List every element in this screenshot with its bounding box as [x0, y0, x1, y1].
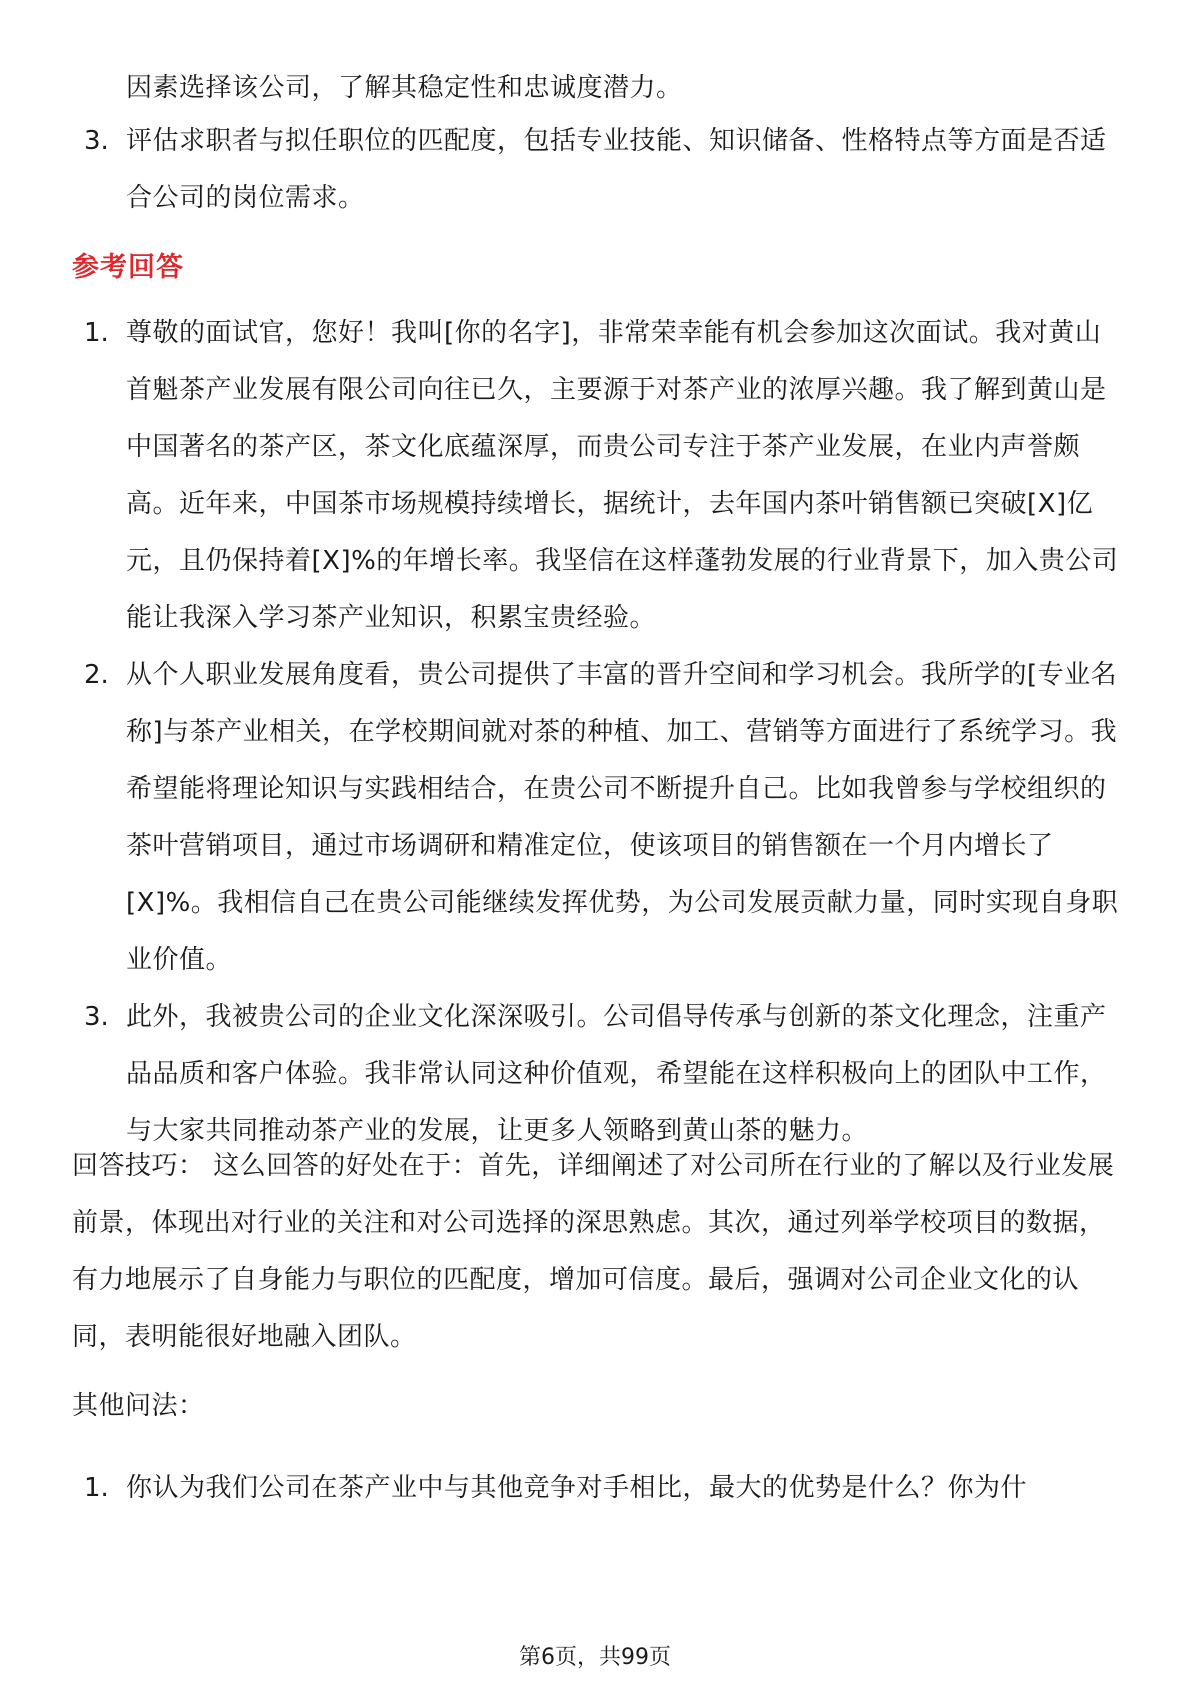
list-item-text: 从个人职业发展角度看，贵公司提供了丰富的晋升空间和学习机会。我所学的[专业名称]与茶产业相关，在学校期间就对茶的种植、加工、营销等方面进行了系统学习。我希望能将理论知识与实践相结合，在贵公司不断提升自己。比如我曾参与学校组织的茶叶营销项目，通过市场调研和精准定位，使该项目的销售额在一个月内增长了[X]%。我相信自己在贵公司能继续发挥优势，为公司发展贡献力量，同时实现自身职业价值。	[126, 660, 1119, 975]
list-item-text: 评估求职者与拟任职位的匹配度，包括专业技能、知识储备、性格特点等方面是否适合公司的岗位需求。	[126, 126, 1107, 213]
list-item-number: 1.	[84, 318, 109, 348]
section-heading-reference: 参考回答	[72, 252, 184, 283]
list-item-number: 2.	[84, 660, 109, 690]
answer-tips-paragraph: 回答技巧： 这么回答的好处在于：首先，详细阐述了对公司所在行业的了解以及行业发展前景，体现出对行业的关注和对公司选择的深思熟虑。其次，通过列举学校项目的数据，有力地展示了自身能力与职位的匹配度，增加可信度。最后，强调对公司企业文化的认同，表明能很好地融入团队。	[72, 1151, 1115, 1352]
list-item-text: 你认为我们公司在茶产业中与其他竞争对手相比，最大的优势是什么？你为什	[126, 1473, 1028, 1503]
list-item	[0, 989, 1190, 1160]
page-number: 第6页，共99页	[519, 1645, 671, 1670]
list-item-number: 3.	[84, 1002, 109, 1032]
list-item	[0, 113, 1190, 227]
list-item-text: 此外，我被贵公司的企业文化深深吸引。公司倡导传承与创新的茶文化理念，注重产品品质和客户体验。我非常认同这种价值观，希望能在这样积极向上的团队中工作，与大家共同推动茶产业的发展，让更多人领略到黄山茶的魅力。	[126, 1002, 1107, 1146]
list-item-text: 尊敬的面试官，您好！我叫[你的名字]，非常荣幸能有机会参加这次面试。我对黄山首魁茶产业发展有限公司向往已久，主要源于对茶产业的浓厚兴趣。我了解到黄山是中国著名的茶产区，茶文化底蕴深厚，而贵公司专注于茶产业发展，在业内声誉颇高。近年来，中国茶市场规模持续增长，据统计，去年国内茶叶销售额已突破[X]亿元，且仍保持着[X]%的年增长率。我坚信在这样蓬勃发展的行业背景下，加入贵公司能让我深入学习茶产业知识，积累宝贵经验。	[126, 318, 1119, 633]
section-heading-other: 其他问法：	[72, 1391, 205, 1421]
list-item	[0, 1460, 1190, 1517]
list-item	[0, 305, 1190, 647]
list-item-number: 1.	[84, 1473, 109, 1503]
list-item-number: 3.	[84, 126, 109, 156]
list-item	[0, 647, 1190, 989]
other-questions-list	[0, 1460, 1190, 1517]
list-item-continuation	[126, 60, 1120, 117]
reference-answer-list	[0, 305, 1190, 1160]
list-item-text: 因素选择该公司，了解其稳定性和忠诚度潜力。	[126, 73, 683, 103]
